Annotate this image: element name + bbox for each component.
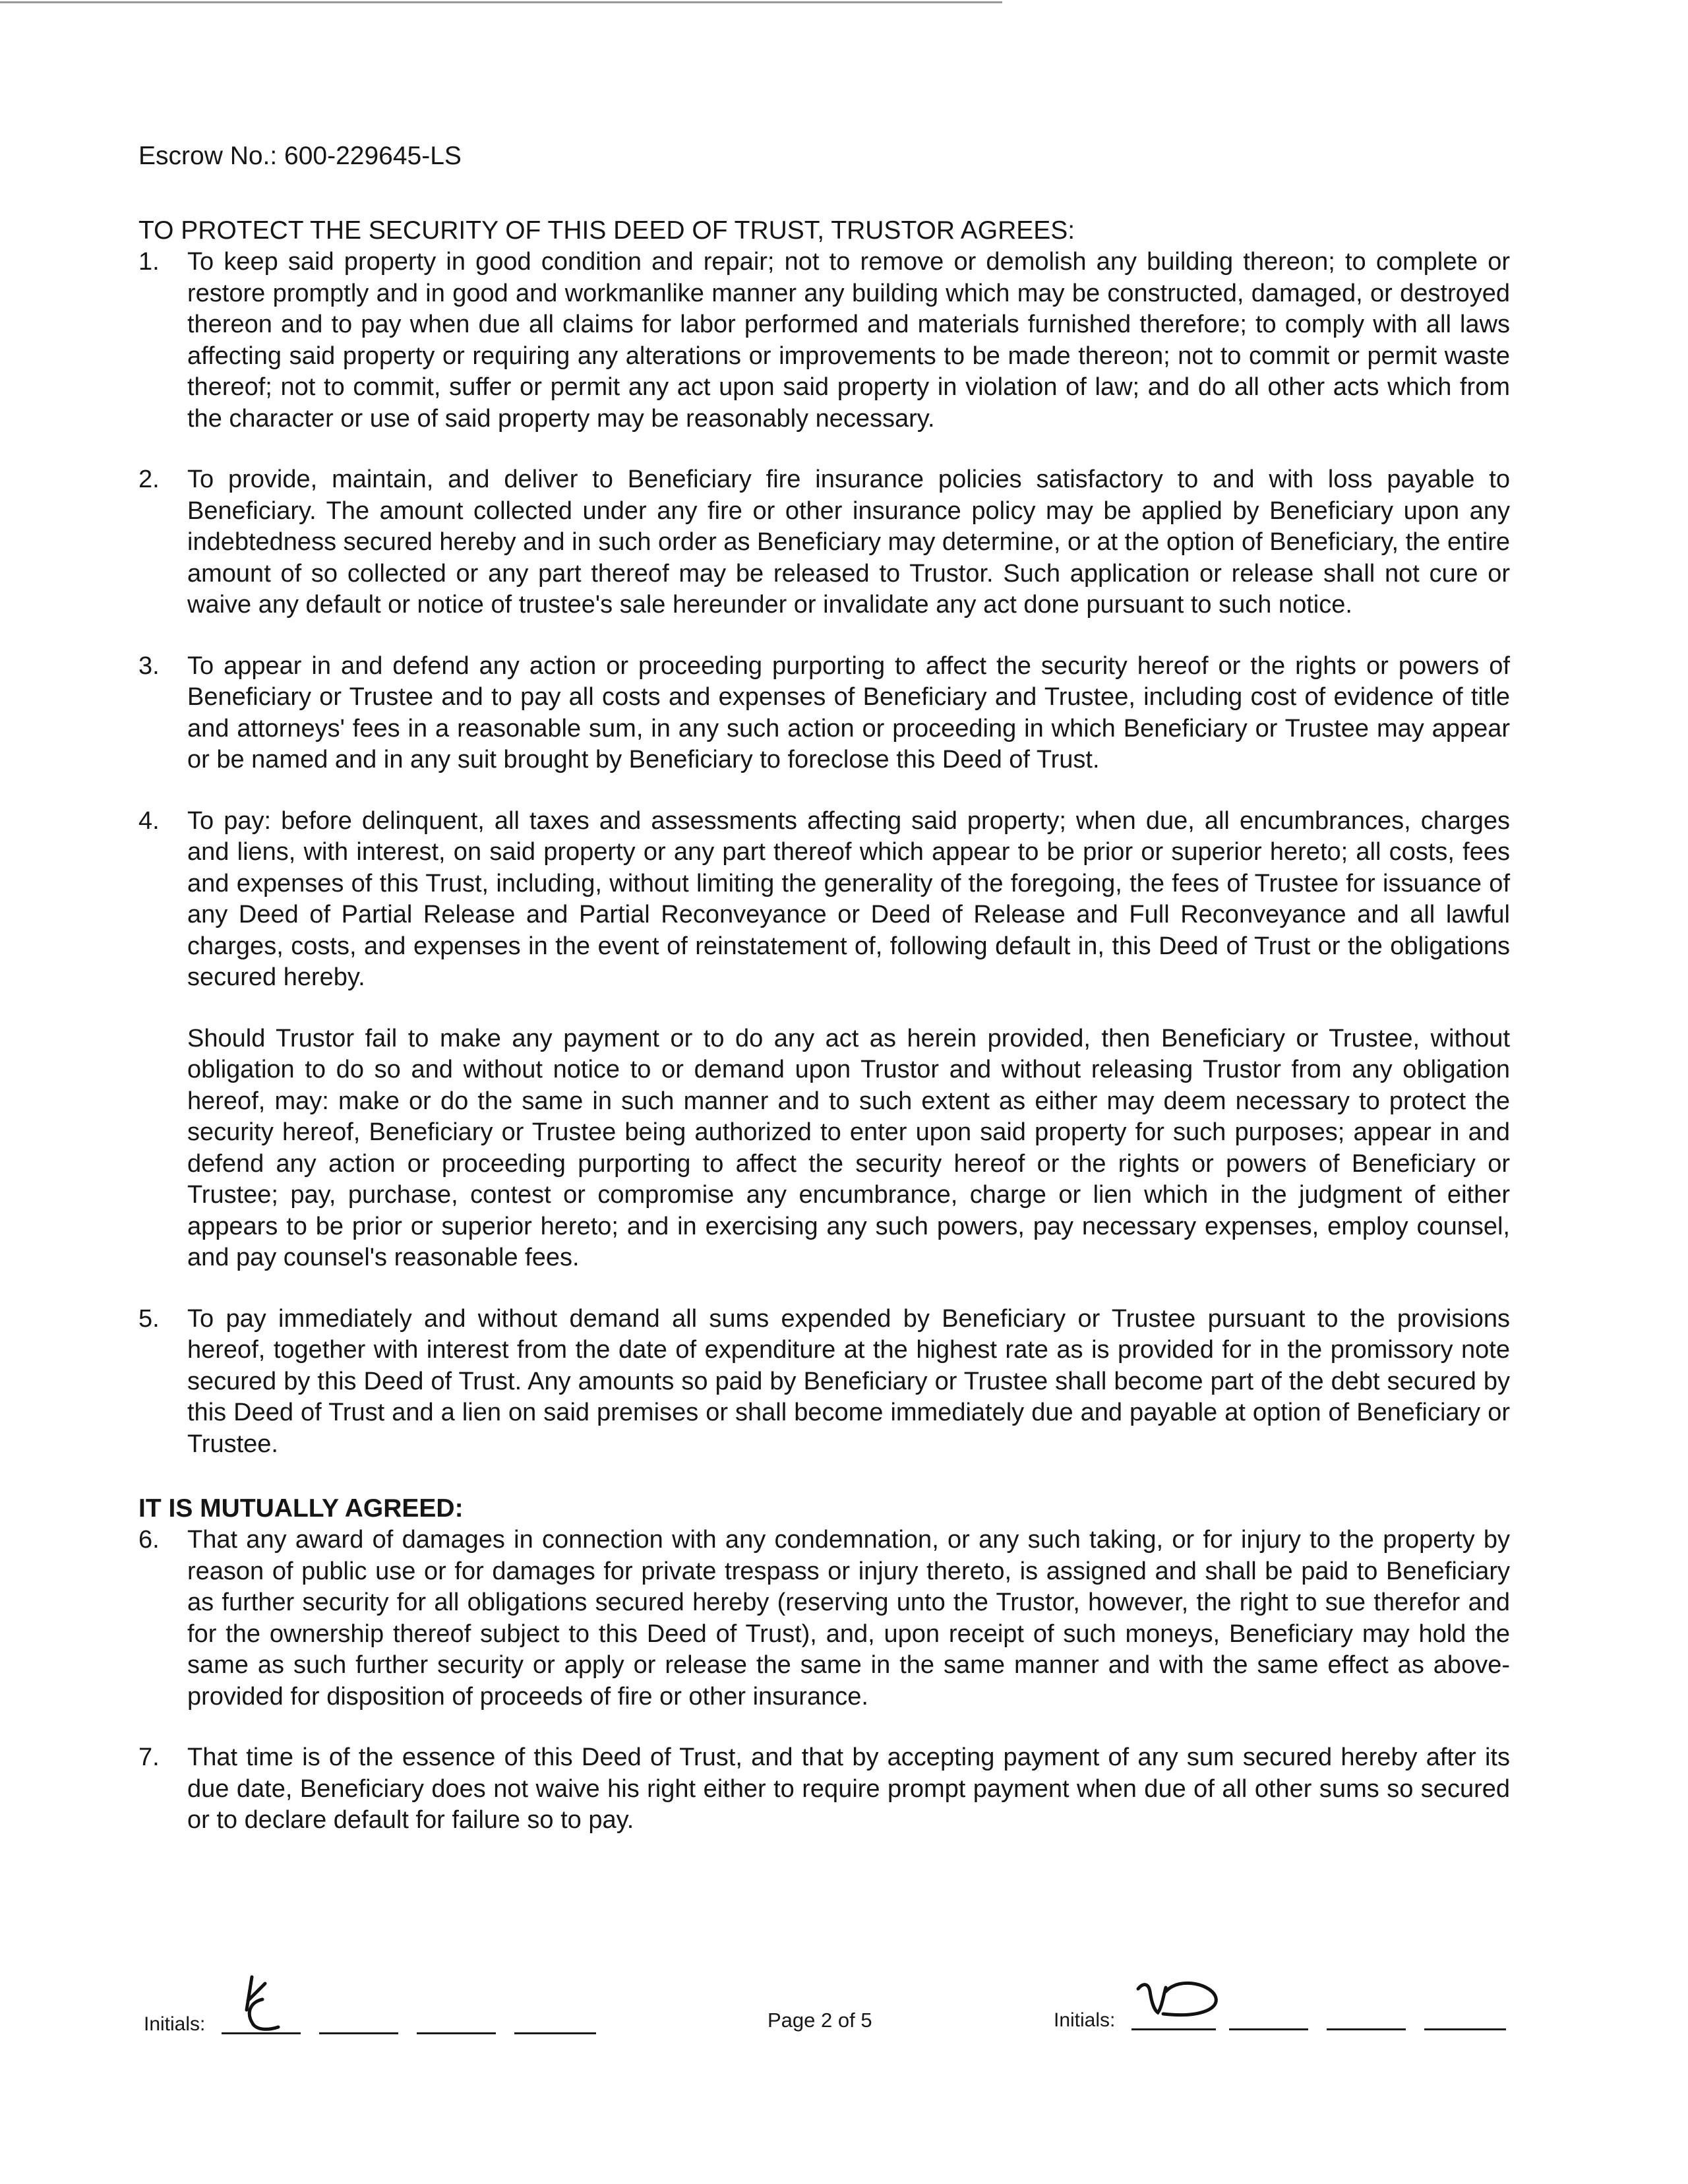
clause-number: 6.	[138, 1526, 160, 1554]
clause-2	[138, 464, 1510, 621]
initials-left-blank-4[interactable]	[514, 2032, 596, 2034]
initials-left-blank-3[interactable]	[417, 2032, 496, 2034]
clause-5	[138, 1304, 1510, 1461]
initials-right-label: Initials:	[1054, 2009, 1116, 2031]
clause-number: 5.	[138, 1304, 160, 1333]
clause-text: That any award of damages in connection with any condemnation, or any such taking, or for injury to the property by reason of public use or for damages for private trespass or injury thereto, is assigned and shall be paid to Beneficiary as further security for all obligations secured hereby (reserving unto the Trustor, however, the right to sue therefor and for the ownership thereof subject to this Deed of Trust), and, upon receipt of such moneys, Beneficiary may hold the same as such further security or apply or release the same in the same manner and with the same effect as above-provided for disposition of proceeds of fire or other insurance.	[187, 1526, 1510, 1711]
clause-6	[138, 1525, 1510, 1713]
handwritten-initials-right	[1134, 1972, 1233, 2031]
page-number: Page 2 of 5	[768, 2009, 872, 2032]
page-footer	[0, 1972, 1688, 2051]
initials-left-blank-2[interactable]	[319, 2032, 398, 2034]
clause-1	[138, 247, 1510, 435]
clause-3	[138, 651, 1510, 776]
initials-right-blank-4[interactable]	[1424, 2028, 1506, 2030]
initials-right-blank-2[interactable]	[1229, 2028, 1308, 2030]
clause-number: 2.	[138, 466, 160, 493]
document-page	[138, 140, 1510, 1836]
clause-number: 3.	[138, 652, 160, 680]
clause-text: That time is of the essence of this Deed of Trust, and that by accepting payment of any sum secured hereby after its due date, Beneficiary does not waive his right either to require prompt payment when due of all other sums so secured or to declare default for failure so to pay.	[187, 1744, 1510, 1834]
handwritten-initials-left	[224, 1972, 303, 2038]
initials-left-blank-1[interactable]	[222, 2032, 301, 2034]
clause-text: To pay immediately and without demand all sums expended by Beneficiary or Trustee pursuant to the provisions hereof, together with interest from the date of expenditure at the highest rate as is provided for in the promissory note secured by this Deed of Trust. Any amounts so paid by Beneficiary or Trustee shall become part of the debt secured by this Deed of Trust and a lien on said premises or shall become immediately due and payable at option of Beneficiary or Trustee.	[187, 1304, 1510, 1458]
section-heading-trustor-agrees: TO PROTECT THE SECURITY OF THIS DEED OF TRUST, TRUSTOR AGREES:	[138, 216, 1075, 245]
initials-left-label: Initials:	[144, 2013, 206, 2035]
clause-number: 7.	[138, 1744, 160, 1771]
section-heading-mutually-agreed: IT IS MUTUALLY AGREED:	[138, 1494, 464, 1523]
initials-right-blank-1[interactable]	[1131, 2028, 1216, 2030]
clause-text: To provide, maintain, and deliver to Beneficiary fire insurance policies satisfactory to and with loss payable to Beneficiary. The amount collected under any fire or other insurance policy may be applied by Beneficiary upon any indebtedness secured hereby and in such order as Beneficiary may determine, or at the option of Beneficiary, the entire amount of so collected or any part thereof may be released to Trustor. Such application or release shall not cure or waive any default or notice of trustee's sale hereunder or invalidate any act done pursuant to such notice.	[187, 466, 1511, 619]
clause-number: 1.	[138, 248, 160, 276]
escrow-number: Escrow No.: 600-229645-LS	[138, 142, 462, 170]
clause-4-continuation: Should Trustor fail to make any payment or to do any act as herein provided, then Beneficiary or Trustee, without obligation to do so and without notice to or demand upon Trustor and without releasing Trustor from any obligation hereof, may: make or do the same in such manner and to such extent as either may deem necessary to protect the security hereof, Beneficiary or Trustee being authorized to enter upon said property for such purposes; appear in and defend any action or proceeding purporting to affect the security hereof or the rights or powers of Beneficiary or Trustee; pay, purchase, contest or compromise any encumbrance, charge or lien which in the judgment of either appears to be prior or superior hereto; and in exercising any such powers, pay necessary expenses, employ counsel, and pay counsel's reasonable fees.	[187, 1024, 1510, 1271]
clause-text: To keep said property in good condition and repair; not to remove or demolish any building thereon; to complete or restore promptly and in good and workmanlike manner any building which may be constructed, damaged, or destroyed thereon and to pay when due all claims for labor performed and materials furnished therefore; to comply with all laws affecting said property or requiring any alterations or improvements to be made thereon; not to commit or permit waste thereof; not to commit, suffer or permit any act upon said property in violation of law; and do all other acts which from the character or use of said property may be reasonably necessary.	[187, 248, 1510, 433]
initials-right-blank-3[interactable]	[1327, 2028, 1406, 2030]
clause-number: 4.	[138, 806, 160, 835]
clause-text: To appear in and defend any action or proceeding purporting to affect the security hereof or the rights or powers of Beneficiary or Trustee and to pay all costs and expenses of Beneficiary and Trustee, including cost of evidence of title and attorneys' fees in a reasonable sum, in any such action or proceeding in which Beneficiary or Trustee may appear or be named and in any suit brought by Beneficiary to foreclose this Deed of Trust.	[187, 652, 1510, 774]
clause-text: To pay: before delinquent, all taxes and assessments affecting said property; when due, all encumbrances, charges and liens, with interest, on said property or any part thereof which appear to be prior or superior hereto; all costs, fees and expenses of this Trust, including, without limiting the generality of the foregoing, the fees of Trustee for issuance of any Deed of Partial Release and Partial Reconveyance or Deed of Release and Full Reconveyance and all lawful charges, costs, and expenses in the event of reinstatement of, following default in, this Deed of Trust or the obligations secured hereby.	[187, 806, 1510, 991]
clause-4	[138, 806, 1510, 994]
clause-7	[138, 1742, 1510, 1836]
scan-edge-line	[0, 1, 1002, 3]
